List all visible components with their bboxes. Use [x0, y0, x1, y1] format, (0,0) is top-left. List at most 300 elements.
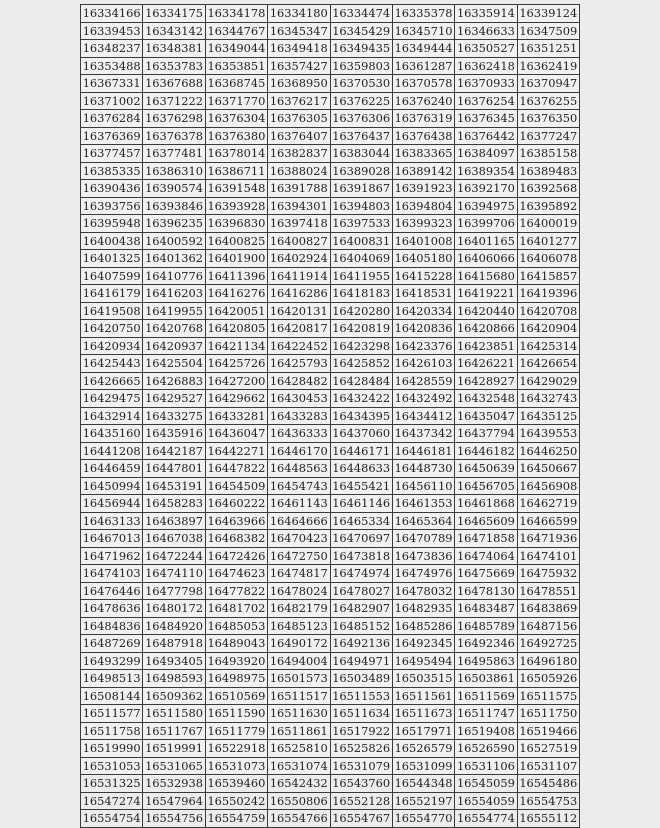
- table-cell: 16480172: [143, 600, 205, 618]
- table-row: [81, 127, 580, 145]
- table-row: [81, 495, 580, 513]
- table-row: [81, 390, 580, 408]
- table-cell: 16471936: [517, 530, 579, 548]
- table-cell: 16439553: [517, 425, 579, 443]
- table-cell: 16517971: [392, 722, 454, 740]
- table-cell: 16531079: [330, 757, 392, 775]
- table-cell: 16446170: [268, 442, 330, 460]
- table-cell: 16519466: [517, 722, 579, 740]
- table-cell: 16420937: [143, 337, 205, 355]
- table-cell: 16433275: [143, 407, 205, 425]
- table-cell: 16483487: [455, 600, 517, 618]
- table-cell: 16411396: [205, 267, 267, 285]
- table-cell: 16427200: [205, 372, 267, 390]
- table-cell: 16437794: [455, 425, 517, 443]
- table-cell: 16511767: [143, 722, 205, 740]
- table-cell: 16401325: [81, 250, 143, 268]
- table-cell: 16471962: [81, 547, 143, 565]
- table-row: [81, 355, 580, 373]
- table-cell: 16426103: [392, 355, 454, 373]
- table-cell: 16460222: [205, 495, 267, 513]
- table-row: [81, 757, 580, 775]
- table-cell: 16425443: [81, 355, 143, 373]
- table-cell: 16390436: [81, 180, 143, 198]
- table-cell: 16376306: [330, 110, 392, 128]
- table-cell: 16376217: [268, 92, 330, 110]
- table-cell: 16527519: [517, 740, 579, 758]
- table-cell: 16475669: [455, 565, 517, 583]
- table-cell: 16420334: [392, 302, 454, 320]
- table-cell: 16470789: [392, 530, 454, 548]
- table-cell: 16349418: [268, 40, 330, 58]
- table-cell: 16482179: [268, 600, 330, 618]
- table-cell: 16478130: [455, 582, 517, 600]
- table-cell: 16531099: [392, 757, 454, 775]
- table-cell: 16383365: [392, 145, 454, 163]
- table-cell: 16552128: [330, 792, 392, 810]
- table-cell: 16519408: [455, 722, 517, 740]
- table-cell: 16353851: [205, 57, 267, 75]
- table-cell: 16487156: [517, 617, 579, 635]
- table-cell: 16437060: [330, 425, 392, 443]
- table-cell: 16455421: [330, 477, 392, 495]
- table-cell: 16385158: [517, 145, 579, 163]
- table-cell: 16483869: [517, 600, 579, 618]
- table-cell: 16468382: [205, 530, 267, 548]
- table-cell: 16359803: [330, 57, 392, 75]
- table-cell: 16392170: [455, 180, 517, 198]
- table-cell: 16476446: [81, 582, 143, 600]
- table-cell: 16402924: [268, 250, 330, 268]
- table-cell: 16421134: [205, 337, 267, 355]
- table-cell: 16426883: [143, 372, 205, 390]
- table-cell: 16376350: [517, 110, 579, 128]
- table-cell: 16508144: [81, 687, 143, 705]
- table-cell: 16371222: [143, 92, 205, 110]
- table-cell: 16511575: [517, 687, 579, 705]
- table-row: [81, 110, 580, 128]
- table-cell: 16478027: [330, 582, 392, 600]
- table-cell: 16493920: [205, 652, 267, 670]
- table-cell: 16510569: [205, 687, 267, 705]
- table-cell: 16420440: [455, 302, 517, 320]
- table-cell: 16453191: [143, 477, 205, 495]
- table-cell: 16531073: [205, 757, 267, 775]
- table-cell: 16484920: [143, 617, 205, 635]
- table-cell: 16555112: [517, 810, 579, 828]
- table-cell: 16420805: [205, 320, 267, 338]
- table-row: [81, 565, 580, 583]
- table-cell: 16420819: [330, 320, 392, 338]
- table-cell: 16503515: [392, 670, 454, 688]
- table-cell: 16466599: [517, 512, 579, 530]
- table-row: [81, 442, 580, 460]
- table-cell: 16554774: [455, 810, 517, 828]
- table-cell: 16386310: [143, 162, 205, 180]
- table-cell: 16495494: [392, 652, 454, 670]
- table-cell: 16370933: [455, 75, 517, 93]
- table-cell: 16401362: [143, 250, 205, 268]
- table-cell: 16426654: [517, 355, 579, 373]
- table-cell: 16495863: [455, 652, 517, 670]
- table-cell: 16493299: [81, 652, 143, 670]
- table-cell: 16454509: [205, 477, 267, 495]
- table-row: [81, 635, 580, 653]
- table-cell: 16482907: [330, 600, 392, 618]
- table-cell: 16474101: [517, 547, 579, 565]
- table-cell: 16467013: [81, 530, 143, 548]
- table-cell: 16349044: [205, 40, 267, 58]
- table-cell: 16420051: [205, 302, 267, 320]
- table-row: [81, 512, 580, 530]
- table-cell: 16429527: [143, 390, 205, 408]
- table-cell: 16339453: [81, 22, 143, 40]
- table-cell: 16487918: [143, 635, 205, 653]
- table-cell: 16391548: [205, 180, 267, 198]
- table-cell: 16511553: [330, 687, 392, 705]
- table-cell: 16464666: [268, 512, 330, 530]
- table-cell: 16434412: [392, 407, 454, 425]
- table-cell: 16501573: [268, 670, 330, 688]
- table-cell: 16376304: [205, 110, 267, 128]
- table-cell: 16406066: [455, 250, 517, 268]
- table-cell: 16343142: [143, 22, 205, 40]
- table-cell: 16396830: [205, 215, 267, 233]
- table-cell: 16376305: [268, 110, 330, 128]
- table-cell: 16442187: [143, 442, 205, 460]
- table-cell: 16400592: [143, 232, 205, 250]
- table-cell: 16462719: [517, 495, 579, 513]
- table-cell: 16420866: [455, 320, 517, 338]
- table-cell: 16493405: [143, 652, 205, 670]
- table-cell: 16392568: [517, 180, 579, 198]
- table-cell: 16461143: [268, 495, 330, 513]
- table-cell: 16509362: [143, 687, 205, 705]
- table-cell: 16353783: [143, 57, 205, 75]
- table-cell: 16428927: [455, 372, 517, 390]
- table-cell: 16347509: [517, 22, 579, 40]
- table-cell: 16485152: [330, 617, 392, 635]
- table-cell: 16478551: [517, 582, 579, 600]
- table-cell: 16432914: [81, 407, 143, 425]
- table-row: [81, 407, 580, 425]
- table-cell: 16470697: [330, 530, 392, 548]
- table-cell: 16425852: [330, 355, 392, 373]
- table-cell: 16367688: [143, 75, 205, 93]
- table-row: [81, 180, 580, 198]
- table-cell: 16498513: [81, 670, 143, 688]
- table-row: [81, 5, 580, 23]
- table-cell: 16395948: [81, 215, 143, 233]
- table-cell: 16371002: [81, 92, 143, 110]
- table-cell: 16404069: [330, 250, 392, 268]
- table-cell: 16544348: [392, 775, 454, 793]
- table-cell: 16400827: [268, 232, 330, 250]
- table-cell: 16368950: [268, 75, 330, 93]
- table-cell: 16407599: [81, 267, 143, 285]
- table-cell: 16334178: [205, 5, 267, 23]
- table-cell: 16446250: [517, 442, 579, 460]
- table-cell: 16429029: [517, 372, 579, 390]
- table-cell: 16432422: [330, 390, 392, 408]
- table-cell: 16428559: [392, 372, 454, 390]
- table-cell: 16389142: [392, 162, 454, 180]
- table-cell: 16411955: [330, 267, 392, 285]
- table-row: [81, 197, 580, 215]
- table-cell: 16463897: [143, 512, 205, 530]
- table-cell: 16419221: [455, 285, 517, 303]
- table-cell: 16531106: [455, 757, 517, 775]
- table-cell: 16487269: [81, 635, 143, 653]
- table-cell: 16447801: [143, 460, 205, 478]
- table-row: [81, 810, 580, 828]
- table-cell: 16492136: [330, 635, 392, 653]
- table-cell: 16463966: [205, 512, 267, 530]
- table-cell: 16511569: [455, 687, 517, 705]
- table-row: [81, 162, 580, 180]
- table-cell: 16376345: [455, 110, 517, 128]
- table-cell: 16377481: [143, 145, 205, 163]
- table-cell: 16485053: [205, 617, 267, 635]
- table-cell: 16511779: [205, 722, 267, 740]
- table-cell: 16350527: [455, 40, 517, 58]
- table-cell: 16416286: [268, 285, 330, 303]
- table-cell: 16525810: [268, 740, 330, 758]
- table-cell: 16349435: [330, 40, 392, 58]
- table-cell: 16400438: [81, 232, 143, 250]
- table-cell: 16503861: [455, 670, 517, 688]
- table-cell: 16376298: [143, 110, 205, 128]
- table-cell: 16376255: [517, 92, 579, 110]
- table-row: [81, 705, 580, 723]
- table-row: [81, 740, 580, 758]
- table-cell: 16454743: [268, 477, 330, 495]
- table-cell: 16547964: [143, 792, 205, 810]
- table-cell: 16554770: [392, 810, 454, 828]
- table-row: [81, 687, 580, 705]
- table-cell: 16519991: [143, 740, 205, 758]
- table-cell: 16376319: [392, 110, 454, 128]
- table-cell: 16415680: [455, 267, 517, 285]
- table-cell: 16344767: [205, 22, 267, 40]
- table-cell: 16473818: [330, 547, 392, 565]
- table-cell: 16482935: [392, 600, 454, 618]
- number-table: [80, 4, 580, 828]
- table-cell: 16348237: [81, 40, 143, 58]
- table-cell: 16399323: [392, 215, 454, 233]
- table-cell: 16371770: [205, 92, 267, 110]
- table-cell: 16511861: [268, 722, 330, 740]
- table-cell: 16394301: [268, 197, 330, 215]
- table-cell: 16526579: [392, 740, 454, 758]
- table-cell: 16477822: [205, 582, 267, 600]
- table-cell: 16433281: [205, 407, 267, 425]
- table-cell: 16503489: [330, 670, 392, 688]
- table-cell: 16494971: [330, 652, 392, 670]
- number-table-body: [81, 5, 580, 828]
- table-cell: 16406078: [517, 250, 579, 268]
- table-cell: 16425726: [205, 355, 267, 373]
- table-cell: 16474974: [330, 565, 392, 583]
- table-cell: 16423851: [455, 337, 517, 355]
- table-cell: 16442271: [205, 442, 267, 460]
- table-cell: 16474817: [268, 565, 330, 583]
- table-cell: 16436047: [205, 425, 267, 443]
- table-cell: 16376442: [455, 127, 517, 145]
- table-cell: 16423376: [392, 337, 454, 355]
- table-cell: 16425504: [143, 355, 205, 373]
- table-cell: 16377457: [81, 145, 143, 163]
- table-cell: 16376437: [330, 127, 392, 145]
- table-cell: 16416203: [143, 285, 205, 303]
- table-cell: 16461868: [455, 495, 517, 513]
- table-cell: 16511758: [81, 722, 143, 740]
- table-cell: 16376254: [455, 92, 517, 110]
- table-cell: 16531053: [81, 757, 143, 775]
- table-cell: 16465609: [455, 512, 517, 530]
- table-cell: 16422452: [268, 337, 330, 355]
- table-row: [81, 652, 580, 670]
- table-cell: 16376225: [330, 92, 392, 110]
- table-row: [81, 232, 580, 250]
- table-cell: 16357427: [268, 57, 330, 75]
- table-cell: 16389483: [517, 162, 579, 180]
- table-cell: 16531107: [517, 757, 579, 775]
- table-cell: 16511747: [455, 705, 517, 723]
- table-cell: 16475932: [517, 565, 579, 583]
- table-cell: 16547274: [81, 792, 143, 810]
- table-cell: 16334175: [143, 5, 205, 23]
- table-row: [81, 547, 580, 565]
- table-cell: 16447822: [205, 460, 267, 478]
- table-cell: 16397418: [268, 215, 330, 233]
- table-row: [81, 600, 580, 618]
- table-cell: 16415228: [392, 267, 454, 285]
- table-cell: 16545486: [517, 775, 579, 793]
- table-cell: 16434395: [330, 407, 392, 425]
- table-cell: 16511750: [517, 705, 579, 723]
- table-row: [81, 145, 580, 163]
- table-cell: 16465364: [392, 512, 454, 530]
- table-row: [81, 530, 580, 548]
- table-cell: 16345347: [268, 22, 330, 40]
- table-cell: 16477798: [143, 582, 205, 600]
- table-cell: 16401165: [455, 232, 517, 250]
- table-cell: 16532938: [143, 775, 205, 793]
- table-cell: 16420708: [517, 302, 579, 320]
- table-cell: 16437342: [392, 425, 454, 443]
- table-cell: 16492345: [392, 635, 454, 653]
- table-cell: 16400825: [205, 232, 267, 250]
- table-cell: 16446181: [392, 442, 454, 460]
- table-cell: 16391867: [330, 180, 392, 198]
- table-cell: 16511577: [81, 705, 143, 723]
- table-cell: 16334180: [268, 5, 330, 23]
- table-cell: 16554753: [517, 792, 579, 810]
- table-cell: 16376378: [143, 127, 205, 145]
- table-cell: 16419508: [81, 302, 143, 320]
- table-cell: 16542432: [268, 775, 330, 793]
- table-cell: 16420750: [81, 320, 143, 338]
- table-cell: 16446459: [81, 460, 143, 478]
- table-cell: 16441208: [81, 442, 143, 460]
- table-row: [81, 477, 580, 495]
- table-cell: 16400019: [517, 215, 579, 233]
- table-cell: 16353488: [81, 57, 143, 75]
- table-cell: 16345710: [392, 22, 454, 40]
- table-cell: 16545059: [455, 775, 517, 793]
- table-cell: 16370578: [392, 75, 454, 93]
- table-cell: 16531074: [268, 757, 330, 775]
- table-cell: 16388024: [268, 162, 330, 180]
- table-row: [81, 670, 580, 688]
- table-cell: 16531065: [143, 757, 205, 775]
- table-cell: 16526590: [455, 740, 517, 758]
- table-row: [81, 250, 580, 268]
- table-cell: 16472244: [143, 547, 205, 565]
- table-cell: 16474064: [455, 547, 517, 565]
- table-cell: 16420131: [268, 302, 330, 320]
- table-cell: 16554059: [455, 792, 517, 810]
- table-cell: 16420934: [81, 337, 143, 355]
- table-cell: 16554759: [205, 810, 267, 828]
- table-cell: 16376438: [392, 127, 454, 145]
- table-cell: 16450639: [455, 460, 517, 478]
- table-cell: 16489043: [205, 635, 267, 653]
- table-cell: 16370947: [517, 75, 579, 93]
- table-cell: 16511673: [392, 705, 454, 723]
- table-row: [81, 267, 580, 285]
- table-cell: 16474623: [205, 565, 267, 583]
- table-cell: 16390574: [143, 180, 205, 198]
- table-cell: 16450667: [517, 460, 579, 478]
- table-cell: 16361287: [392, 57, 454, 75]
- table-cell: 16539460: [205, 775, 267, 793]
- table-cell: 16511590: [205, 705, 267, 723]
- table-cell: 16335914: [455, 5, 517, 23]
- table-cell: 16511517: [268, 687, 330, 705]
- table-cell: 16362419: [517, 57, 579, 75]
- table-cell: 16435125: [517, 407, 579, 425]
- table-cell: 16420904: [517, 320, 579, 338]
- table-cell: 16458283: [143, 495, 205, 513]
- table-row: [81, 285, 580, 303]
- table-cell: 16396235: [143, 215, 205, 233]
- table-row: [81, 582, 580, 600]
- table-cell: 16456705: [455, 477, 517, 495]
- table-cell: 16335378: [392, 5, 454, 23]
- table-cell: 16484836: [81, 617, 143, 635]
- table-cell: 16420817: [268, 320, 330, 338]
- table-row: [81, 320, 580, 338]
- table-cell: 16399706: [455, 215, 517, 233]
- table-cell: 16471858: [455, 530, 517, 548]
- table-row: [81, 57, 580, 75]
- table-cell: 16345429: [330, 22, 392, 40]
- table-cell: 16511630: [268, 705, 330, 723]
- table-cell: 16420280: [330, 302, 392, 320]
- table-cell: 16368745: [205, 75, 267, 93]
- table-cell: 16461146: [330, 495, 392, 513]
- table-cell: 16418531: [392, 285, 454, 303]
- table-cell: 16428482: [268, 372, 330, 390]
- table-cell: 16435916: [143, 425, 205, 443]
- table-cell: 16433283: [268, 407, 330, 425]
- table-cell: 16426665: [81, 372, 143, 390]
- table-cell: 16492725: [517, 635, 579, 653]
- table-cell: 16334474: [330, 5, 392, 23]
- table-cell: 16400831: [330, 232, 392, 250]
